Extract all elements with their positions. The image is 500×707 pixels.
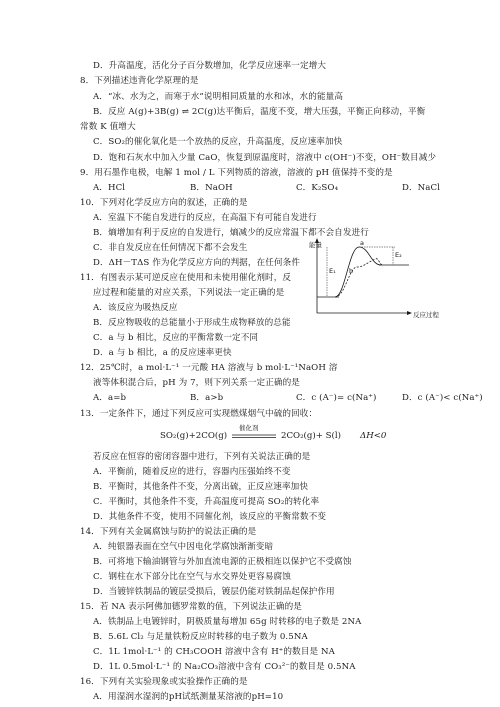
q15-stem: 15．若 NA 表示阿佛加德罗常数的值，下列说法正确的是 [80,602,302,612]
q12-option-d: D．c (A⁻)< c(Na⁺) [402,393,483,403]
q14-option-c: C．钢柱在水下部分比在空气与水交界处更容易腐蚀 [93,572,291,582]
q15-option-d: D．1L 0.5mol·L⁻¹ 的 Na₂CO₃溶液中含有 CO₃²⁻的数目是 0.5NA [93,662,356,672]
q10-option-a: A．室温下不能自发进行的反应，在高温下有可能自发进行 [93,213,317,223]
q11-option-b: B．反应物吸收的总能量小于形成生成物释放的总能 [93,318,291,328]
curve-b-label: b [349,267,354,275]
equation-delta: ΔH<0 [360,431,387,441]
equation-left: SO₂(g)+2CO(g) [160,431,228,441]
q12-stem: 12．25℃时，a mol·L⁻¹ 一元酸 HA 溶液与 b mol·L⁻¹NaOH 溶 [80,363,338,373]
q14-option-a: A．纯银器表面在空气中因电化学腐蚀渐渐变暗 [93,542,274,552]
q12-option-c: C．c (A⁻)= c(Na⁺) [296,393,377,403]
q13-option-b: B．平衡时，其他条件不变，分离出硫，正反应速率加快 [93,482,309,492]
e1-label: E₁ [329,267,336,275]
q10-option-b: B．熵增加有利于反应的自发进行，熵减少的反应常温下都不会自发进行 [93,228,369,238]
x-axis-arrow-icon [407,311,412,315]
q8-option-c: C．SO₂的催化氧化是一个放热的反应，升高温度，反应速率加快 [93,137,343,147]
q11-option-a: A．该反应为吸热反应 [93,303,178,313]
q9-option-a: A．HCl [93,183,126,193]
q14-stem: 14．下列有关金属腐蚀与防护的说法正确的是 [80,527,257,537]
q9-option-d: D．NaCl [402,183,441,193]
q8-option-b: B．反应 A(g)+3B(g) ⇌ 2C(g)达平衡后，温度不变，增大压强，平衡正向移动，平衡 [93,107,426,117]
energy-diagram-svg [305,237,455,327]
q8-option-b-cont: 常数 K 值增大 [80,122,136,132]
q16-option-a: A．用湿润水湿润的pH试纸测量某溶液的pH=10 [93,692,284,702]
q9-option-c: C．K₂SO₄ [296,183,339,193]
q15-option-c: C．1L 1mol·L⁻¹ 的 CH₃COOH 溶液中含有 H⁺的数目是 NA [93,647,335,657]
q13-option-c: C．平衡时，其他条件不变，升高温度可提高 SO₂的转化率 [93,497,320,507]
q8-option-a: A．“冰、水为之，而寒于水”说明相同质量的水和冰，水的能量高 [93,92,344,102]
q10-option-d: D．ΔH－TΔS 作为化学反应方向的判据，在任何条件 [93,258,301,268]
q8-option-d: D．饱和石灰水中加入少量 CaO，恢复到原温度时，溶液中 c(OH⁻)不变，OH⁻数目减少 [93,153,437,163]
q12-option-a: A．a=b [93,393,127,403]
q14-option-d: D．当镀锌铁制品的镀层受损后，镀层仍能对铁制品起保护作用 [93,587,335,597]
q11-stem-cont: 应过程和能量的对应关系，下列说法一定正确的是 [93,288,285,298]
q11-option-c: C．a 与 b 相比，反应的平衡常数一定不同 [93,333,259,343]
equation-catalyst: 催化剂 [239,424,259,432]
q15-option-a: A．铁制品上电镀锌时，阴极质量每增加 65g 时转移的电子数是 2NA [93,617,362,627]
q15-option-b: B．5.6L Cl₂ 与足量铁粉反应时转移的电子数为 0.5NA [93,632,308,642]
q9-option-b: B．NaOH [190,183,233,193]
equation-arrow [232,433,276,439]
q13-stem-cont: 若反应在恒容的密闭容器中进行，下列有关说法正确的是 [93,452,311,462]
x-axis-label: 反应过程 [413,311,439,319]
energy-diagram [305,237,455,327]
q13-option-d: D．其他条件不变，使用不同催化剂，该反应的平衡常数不变 [93,512,327,522]
curve-a-label: a [360,239,364,247]
e2-label: E₂ [395,251,402,259]
q10-option-c: C．非自发反应在任何情况下都不会发生 [93,243,248,253]
q16-stem: 16．下列有关实验现象或实验操作正确的是 [80,677,248,687]
y-axis-label: 能量 [309,241,322,249]
curve-a [335,247,381,297]
q13-option-a: A．平衡前，随着反应的进行，容器内压强始终不变 [93,467,291,477]
q10-stem: 10．下列对化学反应方向的叙述，正确的是 [80,198,248,208]
equation-right: 2CO₂(g)+ S(l) [281,431,342,441]
q11-stem: 11．有图表示某可逆反应在使用和未使用催化剂时，反 [80,273,292,283]
q14-option-b: B．可将地下输油钢管与外加直流电源的正极相连以保护它不受腐蚀 [93,557,352,567]
q12-stem-cont: 液等体积混合后，pH 为 7，则下列关系一定正确的是 [93,378,300,388]
q12-option-b: B．a>b [190,393,224,403]
q13-stem: 13．一定条件下，通过下列反应可实现燃煤烟气中硫的回收： [80,409,318,419]
q7-option-d: D．升高温度，活化分子百分数增加，化学反应速率一定增大 [93,61,327,71]
q11-option-d: D．a 与 b 相比，a 的反应速率更快 [93,348,232,358]
q9-stem: 9．用石墨作电极，电解 1 mol / L 下列物质的溶液，溶液的 pH 值保持不变的是 [80,168,393,178]
curve-b [335,259,383,297]
q8-stem: 8．下列描述违背化学原理的是 [80,76,199,86]
